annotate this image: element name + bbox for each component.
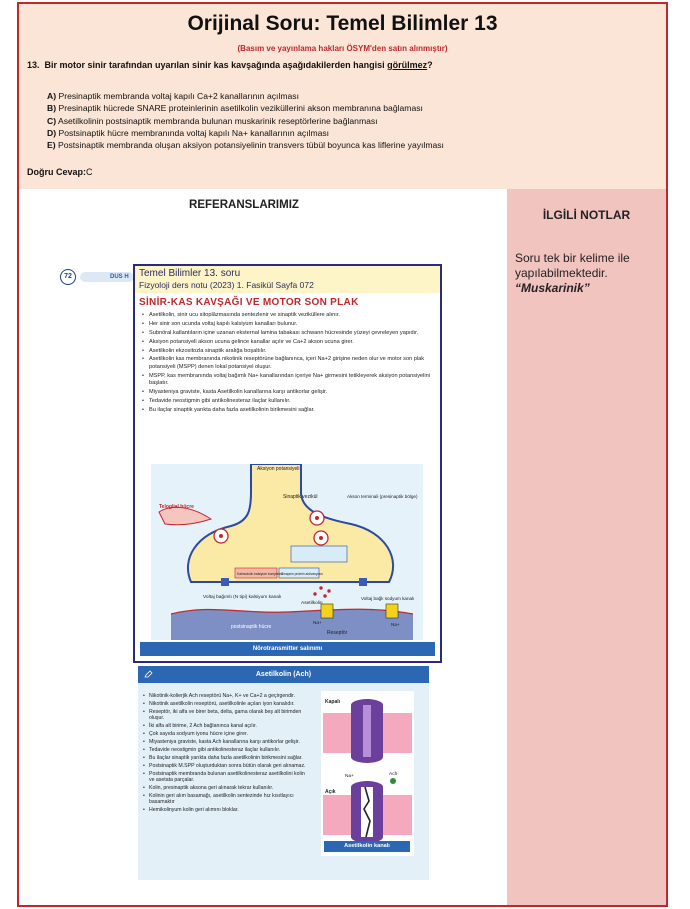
notes-title: İLGİLİ NOTLAR: [542, 208, 631, 222]
list-item: • Hemikolinyum kolin geri alımını bloklar.: [142, 807, 310, 814]
label-open: Açık: [325, 789, 336, 795]
list-item: • Postsinaptik membranda bulunan asetilkolinesteraz asetilkolini kolin ve asetata parçalar.: [142, 771, 310, 784]
option-c[interactable]: [47, 115, 444, 127]
list-item: • Kolin, presinaptik aksona geri alınarak tekrar kullanılır.: [142, 785, 310, 792]
notes-keyword: “Muskarinik”: [515, 281, 590, 295]
reference-title: Temel Bilimler 13. soru: [139, 268, 241, 279]
page-title: Orijinal Soru: Temel Bilimler 13: [187, 12, 498, 35]
label-axon-terminal: Akson terminali (presinaptik bölge): [347, 494, 418, 499]
release-box: [291, 546, 347, 562]
acetylcholine-list: [142, 693, 310, 815]
label-synaptic-vesicle: Sinaptik vezikül: [283, 494, 318, 500]
list-item: • İki alfa alt birime, 2 Ach bağlanınca kanal açılır.: [142, 723, 310, 730]
ach-channel-illustration: [321, 691, 414, 856]
question-text: [27, 60, 433, 70]
option-letter: D): [47, 127, 57, 138]
neuromuscular-junction-diagram: [151, 464, 423, 640]
label-na: Na+: [345, 774, 354, 779]
label-voltage-sodium: Voltaj bağlı sodyum kanalı: [361, 596, 415, 601]
list-item: • Her sinir son ucunda voltaj kapılı kalsiyum kanalları bulunur.: [141, 321, 437, 328]
list-item: • Miyasteniya graviste, kasta Asetilkolin kanallarına karşı antikorlar gelişir.: [141, 389, 437, 396]
receptor-icon: [321, 604, 333, 618]
notes-text: Soru tek bir kelime ile yapılabilmektedir.: [515, 251, 630, 280]
notes-panel: [507, 189, 666, 905]
list-item: • Miyasteniya graviste, kasta Ach kanallarına karşı antikorlar gelişir.: [142, 739, 310, 746]
ach-molecule-icon: [390, 778, 396, 784]
option-text: Postsinaptik hücre membranında voltaj kapılı Na+ kanallarının açılması: [58, 127, 330, 138]
list-item: • Tedavide neostigmin gibi antikolinesteraz ilaçlar kullanılır.: [141, 398, 437, 405]
acetylcholine-title: Asetilkolin (Ach): [255, 671, 312, 678]
list-item: • Aksiyon potansiyeli akson ucuna gelince kanallar açılır ve Ca+2 akson ucuna girer.: [141, 339, 437, 346]
list-item: • Tedavide neostigmin gibi antikolinesteraz ilaçlar kullanılır.: [142, 747, 310, 754]
list-item: • Subnöral katlantıların içine uzanan eksternal lamina tabakası schwann hücresinde yüzeyi çevreleyen yapıdır.: [141, 330, 437, 337]
list-item: • Nikotinik asetilkolin reseptörü, asetilkolinle açılan iyon kanalıdır.: [142, 701, 310, 708]
question-end: ?: [427, 60, 433, 70]
option-letter: C): [47, 115, 57, 126]
label-calmodulin: Kalmodulin kalsiyum kompleksi: [237, 572, 283, 576]
list-item: • Asetilkolin, sinir ucu sitoplâzmasında sentezlenir ve sinaptik veziküllere alınır.: [141, 312, 437, 319]
reference-bullets: [141, 312, 437, 416]
label-voltage-calcium: Voltaj bağımlı (N tipi) kalsiyum kanalı: [203, 595, 282, 600]
option-letter: A): [47, 91, 57, 101]
answer-value: C: [86, 167, 93, 177]
option-e[interactable]: [47, 139, 444, 151]
option-letter: E): [47, 140, 56, 151]
acetylcholine-box: [138, 666, 429, 880]
label-receptor: Reseptör: [327, 630, 348, 636]
list-item: • Bu ilaçlar sinaptik yarıkta daha fazla asetilkolinin birikmesini sağlar.: [142, 755, 310, 762]
correct-answer: [27, 167, 93, 177]
list-item: • Kolinin geri alım basamağı, asetilkolin sentezinde hız kısıtlayıcı basamaktır: [142, 793, 310, 806]
question-panel: [19, 4, 666, 189]
label-na: Na+: [313, 620, 322, 625]
option-text: Presinaptik hücrede SNARE proteinlerinin asetilkolin veziküllerini akson membranına bağlaması: [58, 103, 423, 114]
channel-caption: Asetilkolin kanalı: [324, 841, 410, 852]
options-list: [47, 90, 444, 151]
neurotransmitter-bar: Nörotransmitter salınımı: [140, 642, 435, 656]
label-na-channel: Na+: [391, 622, 400, 627]
pencil-icon: [144, 670, 153, 678]
question-underlined-word: görülmez: [387, 60, 428, 70]
option-text: Presinaptik membranda voltaj kapılı Ca+2 kanallarının açılması: [58, 91, 299, 101]
list-item: • Asetilkolin ekzositozla sinaptik aralığa boşaltılır.: [141, 348, 437, 355]
option-b[interactable]: [47, 102, 444, 114]
label-action-potential: Aksiyon potansiyeli: [257, 466, 300, 472]
page-number-badge: 72: [60, 269, 76, 285]
option-a[interactable]: [47, 90, 444, 102]
sodium-channel-icon: [386, 604, 398, 618]
list-item: • Postsinaptik M.SPP oluşturduktan sonra bütün olarak geri alınamaz.: [142, 763, 310, 770]
reference-source: Fizyoloji ders notu (2023) 1. Fasikül Sayfa 072: [139, 280, 314, 290]
references-title: REFERANSLARIMIZ: [189, 199, 299, 211]
label-postsynaptic: postsinaptik hücre: [231, 624, 272, 630]
list-item: • Reseptör, iki alfa ve birer beta, delta, gama olarak beş alt birimden oluşur.: [142, 709, 310, 722]
section-heading: SİNİR-KAS KAVŞAĞI VE MOTOR SON PLAK: [139, 297, 359, 308]
calcium-channel-icon: [221, 578, 229, 586]
label-closed: Kapalı: [325, 699, 341, 705]
notes-body: [515, 251, 665, 296]
list-item: • Nikotinik-kolierjik Ach reseptörü Na+, K+ ve Ca+2 a geçirgendir.: [142, 693, 310, 700]
option-text: Postsinaptik membranda oluşan aksiyon potansiyelinin transvers tübül boyunca kas liflerine yayılması: [57, 140, 444, 151]
option-d[interactable]: [47, 127, 444, 139]
page-tab: DUS H: [80, 272, 134, 282]
question-number: 13.: [27, 60, 40, 70]
list-item: • Bu ilaçlar sinaptik yarıkta daha fazla asetilkolinin birikmesini sağlar.: [141, 407, 437, 414]
acetylcholine-header: [138, 666, 429, 683]
list-item: • MSPP, kas membranında voltaj bağımlı Na+ kanallarından içeriye Na+ girmesini tetikleyerek aksiyon potansiyelini başlatır.: [141, 373, 437, 388]
question-stem: Bir motor sinir tarafından uyarılan sinir kas kavşağında aşağıdakilerden hangisi: [44, 60, 388, 70]
calcium-channel-icon: [359, 578, 367, 586]
label-ach: Ach: [389, 772, 398, 777]
list-item: • Asetilkolin kas membranında nikotinik reseptörüne bağlanınca, içeri Na+2 girişine neden olur ve motor son plak potansiyeli (MSPP) denen lokal potansiyel oluşur.: [141, 356, 437, 371]
answer-label: Doğru Cevap:: [27, 167, 87, 177]
option-text: Asetilkolinin postsinaptik membranda bulunan muskarinik reseptörlerine bağlanması: [58, 115, 378, 126]
label-synapsin: Sinapsin protein aktivasyonu: [281, 572, 323, 576]
option-letter: B): [47, 103, 57, 114]
label-acetylcholine: Asetilkolin: [301, 601, 323, 606]
rights-notice: (Basım ve yayınlama hakları ÖSYM'den satın alınmıştır): [237, 44, 448, 53]
reference-excerpt: [133, 264, 442, 663]
label-teloglial: Teloglial hücre: [159, 504, 194, 510]
postsynaptic-cell-shape: [171, 609, 413, 640]
reference-header: [135, 266, 440, 293]
list-item: • Çok sayıda sodyum iyonu hücre içine girer.: [142, 731, 310, 738]
